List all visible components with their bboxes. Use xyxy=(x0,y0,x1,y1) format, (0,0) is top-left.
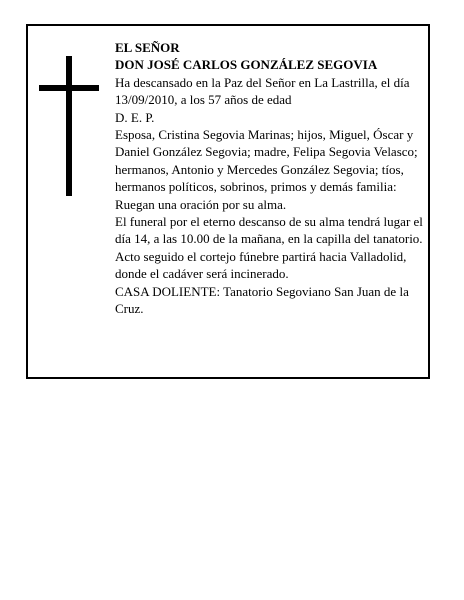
mourning-house: CASA DOLIENTE: Tanatorio Segoviano San Juan de la Cruz. xyxy=(115,283,409,317)
funeral-details: El funeral por el eterno descanso de su alma tendrá lugar el día 14, a las 10.00 de la mañana, en la capilla del tanatorio. Acto seguido el cortejo fúnebre partirá hacia Valladolid, donde el cadáver será incinerado. xyxy=(115,214,423,282)
cross-icon xyxy=(66,56,72,196)
title-line-1: EL SEÑOR xyxy=(115,40,180,55)
death-statement: Ha descansado en la Paz del Señor en La Lastrilla, el día 13/09/2010, a los 57 años de edad xyxy=(115,74,410,108)
cross-icon-bar xyxy=(39,85,99,91)
obituary-text xyxy=(115,39,427,318)
family-list: Esposa, Cristina Segovia Marinas; hijos, Miguel, Óscar y Daniel González Segovia; madre, Felipa Segovia Velasco; hermanos, Antonio y Mercedes González Segovia; tíos, hermanos políticos, sobrinos, primos y demás familia: xyxy=(115,127,418,195)
deceased-name: DON JOSÉ CARLOS GONZÁLEZ SEGOVIA xyxy=(115,57,378,73)
rip-text: D. E. P. xyxy=(115,109,155,125)
prayer-request: Ruegan una oración por su alma. xyxy=(115,196,287,212)
obituary-notice xyxy=(26,24,430,379)
